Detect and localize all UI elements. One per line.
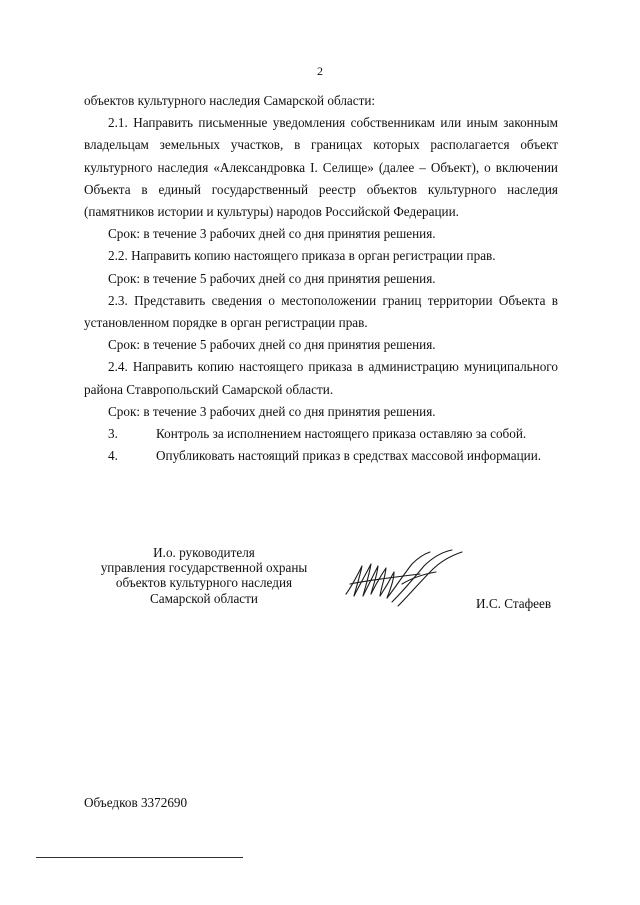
item-text: Контроль за исполнением настоящего приказа оставляю за собой. <box>156 426 527 442</box>
signatory-title <box>84 545 324 606</box>
page-number: 2 <box>317 64 323 78</box>
paragraph-item-2-1: 2.1. Направить письменные уведомления собственникам или иным законным владельцам земельных участков, в границах которых располагается объект культурного наследия «Александровка I. Селище» (далее – Объект), о включении Объекта в единый государственный реестр объектов культурного наследия (памятников истории и культуры) народов Российской Федерации. <box>84 115 558 220</box>
signatory-title-line: управления государственной охраны <box>100 560 308 576</box>
document-body <box>84 90 558 467</box>
paragraph-deadline-2-2: Срок: в течение 5 рабочих дней со дня принятия решения. <box>108 270 436 286</box>
item-text: Опубликовать настоящий приказ в средствах массовой информации. <box>156 448 542 464</box>
paragraph-item-2-4: 2.4. Направить копию настоящего приказа в администрацию муниципального района Ставропольский Самарской области. <box>84 359 558 397</box>
executor-info: Объедков 3372690 <box>84 795 188 810</box>
signatory-title-line: Самарской области <box>150 590 258 606</box>
paragraph-deadline-2-1: Срок: в течение 3 рабочих дней со дня принятия решения. <box>108 226 436 242</box>
item-number: 4. <box>108 448 118 464</box>
signatory-name: И.С. Стафеев <box>476 596 552 611</box>
signatory-title-line: объектов культурного наследия <box>115 575 293 591</box>
handwritten-signature <box>340 544 475 614</box>
footer-rule <box>36 857 243 858</box>
signatory-title-line: И.о. руководителя <box>153 545 255 560</box>
paragraph-item-4 <box>84 445 558 467</box>
paragraph-item-2-2: 2.2. Направить копию настоящего приказа в орган регистрации прав. <box>108 248 496 264</box>
paragraph-deadline-2-4: Срок: в течение 3 рабочих дней со дня принятия решения. <box>108 403 436 419</box>
paragraph-continuation: объектов культурного наследия Самарской области: <box>84 93 376 108</box>
paragraph-deadline-2-3: Срок: в течение 5 рабочих дней со дня принятия решения. <box>108 337 436 353</box>
paragraph-item-3 <box>84 423 558 445</box>
item-number: 3. <box>108 426 118 442</box>
paragraph-item-2-3: 2.3. Представить сведения о местоположении границ территории Объекта в установленном порядке в орган регистрации прав. <box>84 292 558 331</box>
